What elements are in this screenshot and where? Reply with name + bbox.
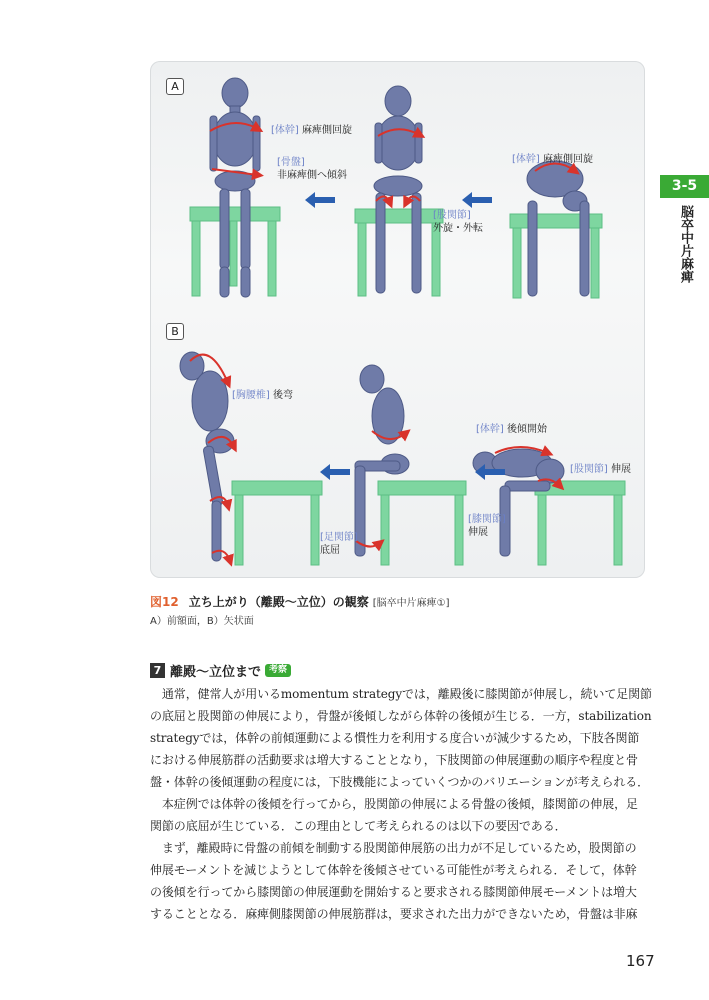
mannequin-b1: [180, 352, 234, 561]
body-line: 伸展モーメントを減じようとして体幹を後傾させている可能性が考えられる．そして，体幹: [150, 863, 637, 877]
body-line: strategyでは，体幹の前傾運動による慣性力を利用する度合いが減少するため，下肢各関節: [150, 731, 640, 745]
figure-subcaption: A）前額面，B）矢状面: [150, 616, 254, 627]
table-b1: [232, 481, 322, 565]
panel-b-label: B: [166, 323, 184, 340]
table-a1: [190, 207, 280, 296]
figure-title: 立ち上がり（離殿～立位）の観察: [188, 595, 369, 609]
page-number: 167: [626, 952, 655, 970]
label-b-trunk: [体幹] 後傾開始: [476, 424, 547, 435]
section-title: 離殿～立位まで: [170, 664, 262, 680]
table-b3: [535, 481, 625, 565]
label-a-trunk2: [体幹] 麻痺側回旋: [512, 154, 593, 165]
label-a-hip: [股関節] 外旋・外転: [433, 210, 483, 234]
body-line: における伸展筋群の活動要求は増大することとなり，下肢関節の伸展運動の順序や程度と骨: [150, 753, 638, 767]
figure-illustration: [150, 61, 645, 578]
figure-number: 図12: [150, 595, 179, 609]
section-badge: 考察: [265, 664, 291, 677]
chapter-title-vertical: 脳卒中片麻痺: [678, 205, 693, 283]
label-b-knee: [膝関節] 伸展: [468, 514, 506, 538]
figure-caption: [150, 593, 450, 610]
section-heading: [150, 662, 291, 678]
body-line: することとなる．麻痺側膝関節の伸展筋群は，要求された出力ができないため，骨盤は非麻: [150, 907, 638, 921]
mannequin-b3: [473, 449, 564, 556]
body-line: の後傾を行ってから膝関節の伸展運動を開始すると要求される膝関節伸展モーメントは増大: [150, 885, 637, 899]
figure-panel: [150, 61, 645, 578]
body-line: 関節の底屈が生じている．この理由として考えられるのは以下の要因である．: [150, 819, 567, 833]
label-b-hip: [股関節] 伸展: [570, 464, 631, 475]
figure-note: [脳卒中片麻痺①]: [372, 598, 450, 609]
label-b-lumbar: [胸腰椎] 後弯: [232, 390, 293, 401]
table-a2: [355, 209, 443, 296]
body-line: 通常，健常人が用いるmomentum strategyでは，離殿後に膝関節が伸展し，続いて足関節: [150, 687, 652, 701]
label-a-trunk1: [体幹] 麻痺側回旋: [271, 125, 352, 136]
section-number: 7: [150, 663, 165, 678]
label-a-pelvis: [骨盤] 非麻痺側へ傾斜: [277, 157, 347, 181]
section-tab: 3-5: [660, 175, 709, 198]
body-line: の底屈と股関節の伸展により，骨盤が後傾しながら体幹の後傾が生じる．一方，stabilization: [150, 709, 652, 723]
mannequin-a2: [374, 86, 422, 293]
body-line: 盤・体幹の後傾運動の程度には，下肢機能によっていくつかのバリエーションが考えられる．: [150, 775, 650, 789]
body-line: 本症例では体幹の後傾を行ってから，股関節の伸展による骨盤の後傾，膝関節の伸展，足: [150, 797, 638, 811]
table-b2: [378, 481, 466, 565]
label-b-ankle: [足関節] 底屈: [320, 532, 358, 556]
panel-a-label: A: [166, 78, 184, 95]
body-line: まず，離殿時に骨盤の前傾を制動する股関節伸展筋の出力が不足しているため，股関節の: [150, 841, 637, 855]
